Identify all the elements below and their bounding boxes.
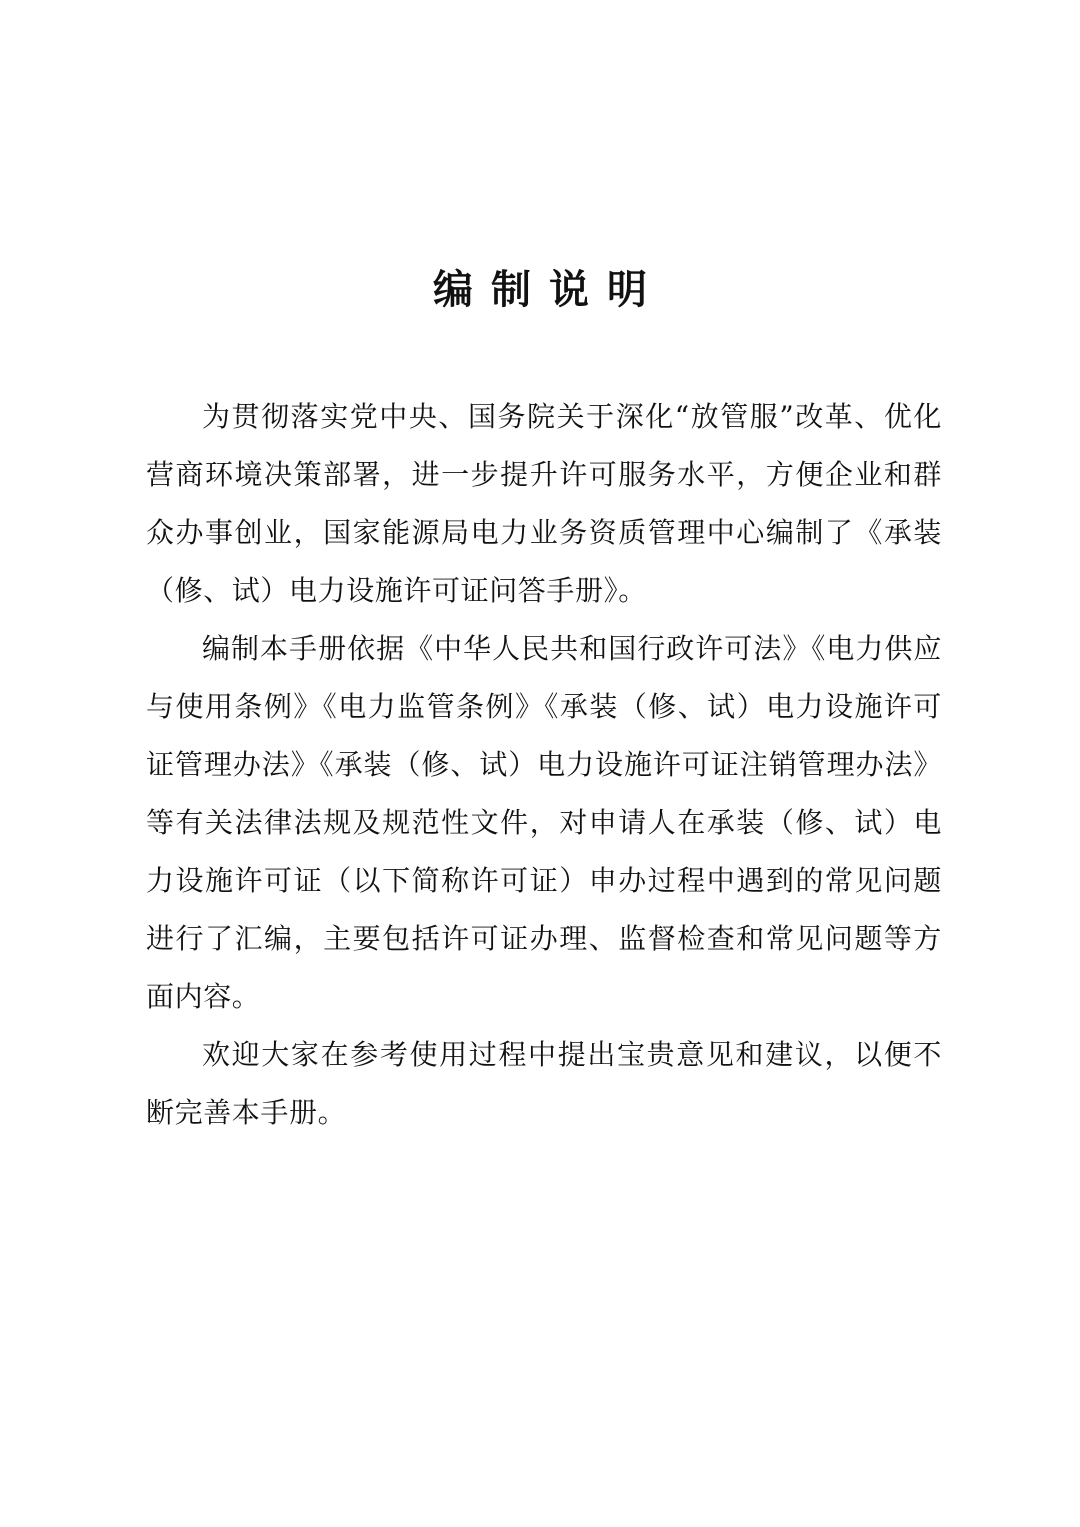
page-title: 编制说明 [433,266,665,313]
paragraph-purpose: 为贯彻落实党中央、国务院关于深化“放管服”改革、优化营商环境决策部署，进一步提升许可服务水平，方便企业和群众办事创业，国家能源局电力业务资质管理中心编制了《承装（修、试）电力设施许可证问答手册》。 [146,400,942,607]
paragraph-basis: 编制本手册依据《中华人民共和国行政许可法》《电力供应与使用条例》《电力监管条例》《承装（修、试）电力设施许可证管理办法》《承装（修、试）电力设施许可证注销管理办法》等有关法律法规及规范性文件，对申请人在承装（修、试）电力设施许可证（以下简称许可证）申办过程中遇到的常见问题进行了汇编，主要包括许可证办理、监督检查和常见问题等方面内容。 [146,632,942,1013]
paragraph-feedback: 欢迎大家在参考使用过程中提出宝贵意见和建议，以便不断完善本手册。 [146,1038,942,1129]
document-body [146,388,942,1142]
